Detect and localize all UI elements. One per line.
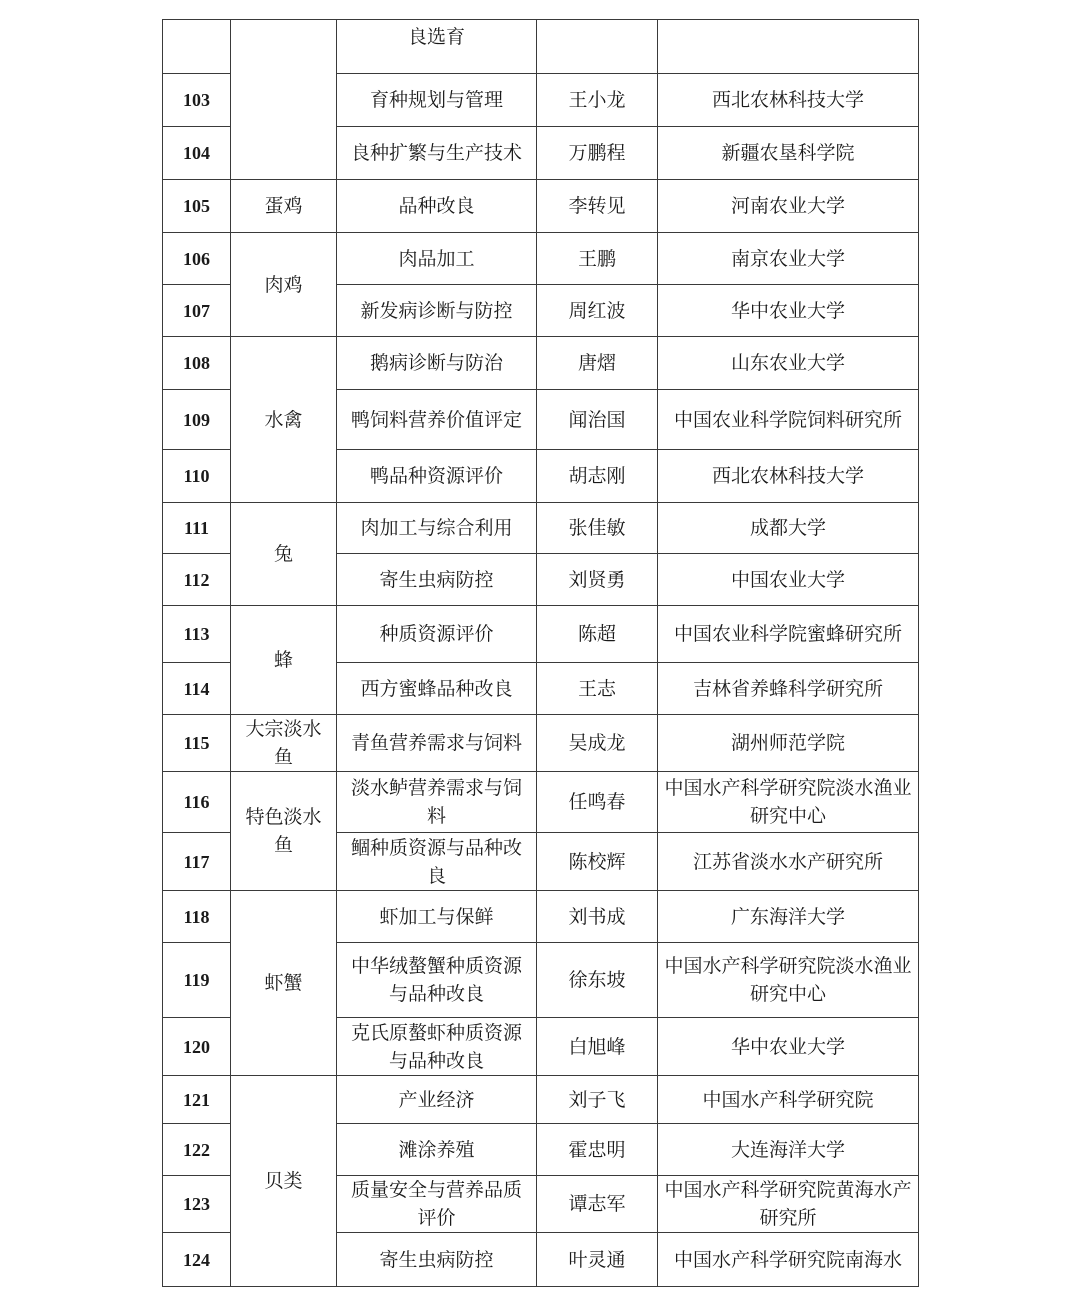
name-cell: 刘书成 — [537, 891, 658, 943]
name-cell: 吴成龙 — [537, 715, 658, 772]
row-number: 103 — [163, 74, 231, 127]
direction-cell: 滩涂养殖 — [337, 1124, 537, 1176]
name-cell — [537, 20, 658, 74]
org-cell: 湖州师范学院 — [658, 715, 919, 772]
category-cell: 肉鸡 — [231, 233, 337, 337]
name-cell: 陈校辉 — [537, 833, 658, 891]
direction-cell: 种质资源评价 — [337, 606, 537, 663]
row-number: 108 — [163, 337, 231, 390]
org-cell: 中国农业科学院饲料研究所 — [658, 390, 919, 450]
direction-cell: 鸭饲料营养价值评定 — [337, 390, 537, 450]
direction-cell: 良选育 — [337, 20, 537, 74]
table-row — [163, 772, 919, 833]
row-number: 104 — [163, 127, 231, 180]
table-row — [163, 337, 919, 390]
name-cell: 刘贤勇 — [537, 554, 658, 606]
name-cell: 胡志刚 — [537, 450, 658, 503]
row-number: 114 — [163, 663, 231, 715]
row-number: 116 — [163, 772, 231, 833]
org-cell: 中国水产科学研究院淡水渔业研究中心 — [658, 772, 919, 833]
category-cell: 特色淡水鱼 — [231, 772, 337, 891]
category-cell: 蜂 — [231, 606, 337, 715]
table-row — [163, 715, 919, 772]
direction-cell: 西方蜜蜂品种改良 — [337, 663, 537, 715]
org-cell: 中国水产科学研究院淡水渔业研究中心 — [658, 943, 919, 1018]
name-cell: 闻治国 — [537, 390, 658, 450]
org-cell: 吉林省养蜂科学研究所 — [658, 663, 919, 715]
direction-cell: 寄生虫病防控 — [337, 1233, 537, 1287]
category-cell: 大宗淡水鱼 — [231, 715, 337, 772]
direction-cell: 青鱼营养需求与饲料 — [337, 715, 537, 772]
row-number — [163, 20, 231, 74]
row-number: 121 — [163, 1076, 231, 1124]
org-cell: 成都大学 — [658, 503, 919, 554]
direction-cell: 鸭品种资源评价 — [337, 450, 537, 503]
row-number: 123 — [163, 1176, 231, 1233]
org-cell: 广东海洋大学 — [658, 891, 919, 943]
org-cell: 西北农林科技大学 — [658, 74, 919, 127]
direction-cell: 产业经济 — [337, 1076, 537, 1124]
name-cell: 叶灵通 — [537, 1233, 658, 1287]
row-number: 111 — [163, 503, 231, 554]
table-row — [163, 606, 919, 663]
category-cell — [231, 20, 337, 180]
name-cell: 霍忠明 — [537, 1124, 658, 1176]
direction-cell: 肉品加工 — [337, 233, 537, 285]
table-row — [163, 503, 919, 554]
category-cell: 蛋鸡 — [231, 180, 337, 233]
org-cell: 中国水产科学研究院黄海水产研究所 — [658, 1176, 919, 1233]
org-cell: 大连海洋大学 — [658, 1124, 919, 1176]
row-number: 117 — [163, 833, 231, 891]
table-row — [163, 180, 919, 233]
table-row — [163, 1076, 919, 1124]
row-number: 120 — [163, 1018, 231, 1076]
direction-cell: 克氏原螯虾种质资源与品种改良 — [337, 1018, 537, 1076]
direction-cell: 品种改良 — [337, 180, 537, 233]
org-cell — [658, 20, 919, 74]
name-cell: 白旭峰 — [537, 1018, 658, 1076]
direction-cell: 育种规划与管理 — [337, 74, 537, 127]
direction-cell: 寄生虫病防控 — [337, 554, 537, 606]
name-cell: 周红波 — [537, 285, 658, 337]
row-number: 115 — [163, 715, 231, 772]
org-cell: 江苏省淡水水产研究所 — [658, 833, 919, 891]
direction-cell: 中华绒螯蟹种质资源与品种改良 — [337, 943, 537, 1018]
org-cell: 中国水产科学研究院 — [658, 1076, 919, 1124]
category-cell: 贝类 — [231, 1076, 337, 1287]
org-cell: 山东农业大学 — [658, 337, 919, 390]
org-cell: 中国农业大学 — [658, 554, 919, 606]
direction-cell: 淡水鲈营养需求与饲料 — [337, 772, 537, 833]
org-cell: 河南农业大学 — [658, 180, 919, 233]
name-cell: 张佳敏 — [537, 503, 658, 554]
expert-table — [162, 19, 919, 1287]
direction-cell: 肉加工与综合利用 — [337, 503, 537, 554]
org-cell: 新疆农垦科学院 — [658, 127, 919, 180]
row-number: 122 — [163, 1124, 231, 1176]
row-number: 107 — [163, 285, 231, 337]
row-number: 112 — [163, 554, 231, 606]
org-cell: 南京农业大学 — [658, 233, 919, 285]
row-number: 119 — [163, 943, 231, 1018]
name-cell: 王志 — [537, 663, 658, 715]
direction-cell: 鹅病诊断与防治 — [337, 337, 537, 390]
direction-cell: 新发病诊断与防控 — [337, 285, 537, 337]
row-number: 106 — [163, 233, 231, 285]
direction-cell: 鲴种质资源与品种改良 — [337, 833, 537, 891]
row-number: 105 — [163, 180, 231, 233]
row-number: 124 — [163, 1233, 231, 1287]
org-cell: 西北农林科技大学 — [658, 450, 919, 503]
table-row — [163, 233, 919, 285]
row-number: 113 — [163, 606, 231, 663]
name-cell: 万鹏程 — [537, 127, 658, 180]
row-number: 110 — [163, 450, 231, 503]
row-number: 118 — [163, 891, 231, 943]
category-cell: 水禽 — [231, 337, 337, 503]
org-cell: 中国农业科学院蜜蜂研究所 — [658, 606, 919, 663]
table-row — [163, 891, 919, 943]
name-cell: 刘子飞 — [537, 1076, 658, 1124]
direction-cell: 虾加工与保鲜 — [337, 891, 537, 943]
name-cell: 李转见 — [537, 180, 658, 233]
category-cell: 虾蟹 — [231, 891, 337, 1076]
name-cell: 王小龙 — [537, 74, 658, 127]
name-cell: 徐东坡 — [537, 943, 658, 1018]
name-cell: 谭志军 — [537, 1176, 658, 1233]
direction-cell: 良种扩繁与生产技术 — [337, 127, 537, 180]
name-cell: 王鹏 — [537, 233, 658, 285]
category-cell: 兔 — [231, 503, 337, 606]
name-cell: 任鸣春 — [537, 772, 658, 833]
table-row — [163, 20, 919, 74]
org-cell: 华中农业大学 — [658, 285, 919, 337]
row-number: 109 — [163, 390, 231, 450]
name-cell: 陈超 — [537, 606, 658, 663]
direction-cell: 质量安全与营养品质评价 — [337, 1176, 537, 1233]
org-cell: 华中农业大学 — [658, 1018, 919, 1076]
org-cell: 中国水产科学研究院南海水 — [658, 1233, 919, 1287]
name-cell: 唐熠 — [537, 337, 658, 390]
